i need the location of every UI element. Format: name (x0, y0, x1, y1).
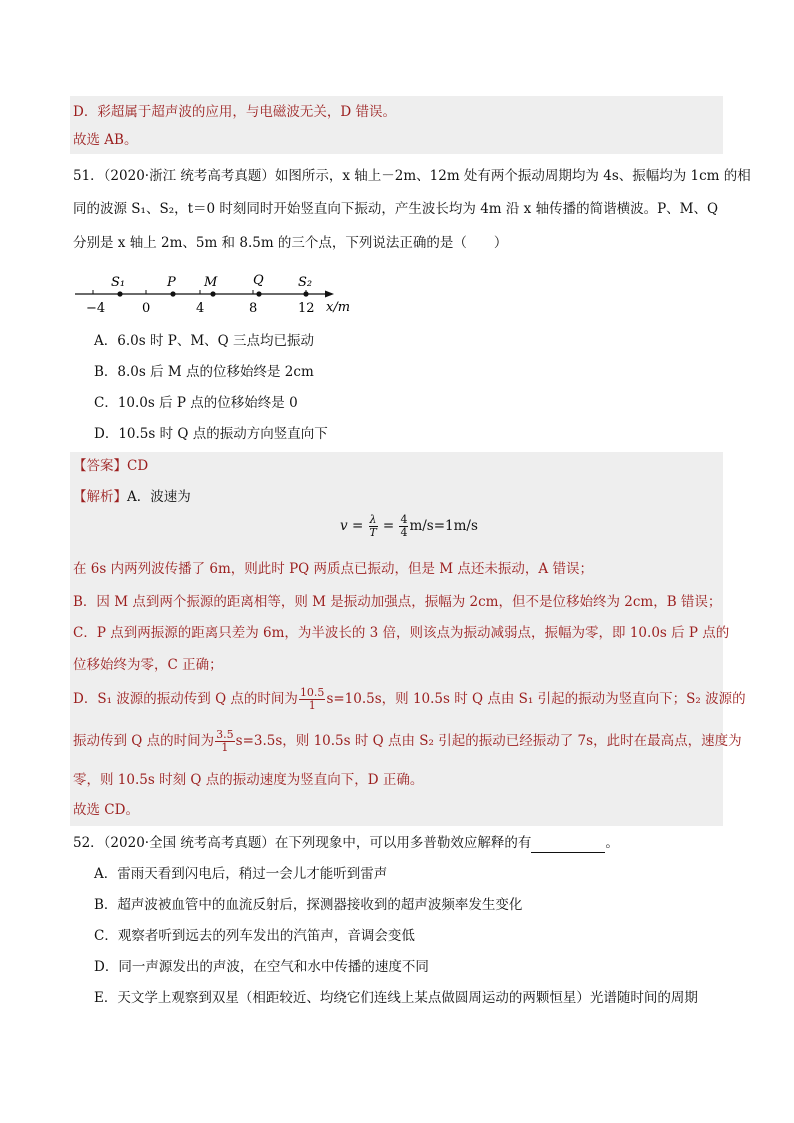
tick-label: 8 (249, 301, 258, 316)
tick-label: 12 (298, 301, 315, 316)
formula-lambda-over-t (369, 514, 378, 539)
formula-v: v (340, 518, 348, 534)
q52-option-a: A．雷雨天看到闪电后，稍过一会儿才能听到雷声 (94, 866, 388, 882)
q51-option-b: B．8.0s 后 M 点的位移始终是 2cm (94, 364, 314, 380)
q51-option-c: C．10.0s 后 P 点的位移始终是 0 (94, 395, 298, 411)
frac-den: 1 (308, 699, 316, 712)
q51-option-a: A．6.0s 时 P、M、Q 三点均已振动 (94, 333, 314, 349)
explanation-d-1-b: s=10.5s，则 10.5s 时 Q 点由 S₁ 引起的振动为竖直向下；S₂ 波源的 (326, 691, 746, 707)
analysis-head (73, 487, 191, 507)
explanation-d-2 (73, 726, 742, 756)
q51-option-d: D．10.5s 时 Q 点的振动方向竖直向下 (94, 426, 328, 442)
frac-den: 4 (400, 526, 408, 539)
number-line-figure (70, 266, 370, 318)
explanation-d-1 (73, 684, 746, 714)
explanation-c-2: 位移始终为零，C 正确； (73, 657, 223, 673)
formula-four-over-four (399, 514, 408, 539)
q52-stem (73, 833, 619, 853)
frac-num: λ (369, 513, 377, 526)
explanation-a: 在 6s 内两列波传播了 6m，则此时 PQ 两质点已振动，但是 M 点还未振动，A 错误； (73, 561, 593, 577)
answer-tag: 【答案】 (73, 458, 127, 474)
point-label-s2: S₂ (298, 275, 313, 290)
prev-option-d-explanation: D．彩超属于超声波的应用，与电磁波无关，D 错误。 (73, 104, 396, 120)
frac-num: 4 (400, 513, 408, 526)
formula-eq1: = (351, 518, 364, 534)
q52-stem-text: 52．（2020·全国 统考高考真题）在下列现象中，可以用多普勒效应解释的有 (73, 835, 532, 851)
explanation-d-1-a: D．S₁ 波源的振动传到 Q 点的时间为 (73, 691, 298, 707)
explanation-d-3: 零，则 10.5s 时刻 Q 点的振动速度为竖直向下，D 正确。 (73, 772, 424, 788)
q52-option-e: E．天文学上观察到双星（相距较近、均绕它们连线上某点做圆周运动的两颗恒星）光谱随时间的周期 (94, 990, 698, 1006)
analysis-head-text: A．波速为 (127, 489, 191, 505)
point-label-q: Q (253, 273, 264, 288)
frac-num: 10.5 (299, 686, 325, 699)
answer-line (73, 456, 148, 476)
explanation-d-2-a: 振动传到 Q 点的时间为 (73, 733, 215, 749)
formula-result: m/s=1m/s (409, 518, 478, 534)
answer-value: CD (127, 458, 149, 474)
time-fraction-2 (215, 729, 235, 754)
point-label-s1: S₁ (111, 275, 126, 290)
point-label-p: P (167, 275, 176, 290)
q51-choose-line: 故选 CD。 (73, 802, 139, 818)
q52-option-c: C．观察者听到远去的列车发出的汽笛声，音调会变低 (94, 928, 415, 944)
axis-label: x/m (326, 300, 351, 315)
frac-den: 1 (221, 741, 229, 754)
prev-choose-line: 故选 AB。 (73, 132, 138, 148)
q52-stem-end: 。 (605, 835, 619, 851)
frac-num: 3.5 (216, 728, 234, 741)
explanation-d-2-b: s=3.5s，则 10.5s 时 Q 点由 S₂ 引起的振动已经振动了 7s，此时在最高点，速度为 (235, 733, 742, 749)
answer-blank[interactable] (531, 838, 605, 853)
q51-stem-line-1: 51．（2020·浙江 统考高考真题）如图所示，x 轴上－2m、12m 处有两个振动周期均为 4s、振幅均为 1cm 的相 (73, 168, 751, 184)
explanation-c-1: C．P 点到两振源的距离只差为 6m，为半波长的 3 倍，则该点为振动减弱点，振幅为零，即 10.0s 后 P 点的 (73, 625, 730, 641)
wave-speed-formula (340, 512, 478, 540)
tick-label: 4 (196, 301, 205, 316)
point-label-m: M (204, 275, 218, 290)
frac-den: T (369, 526, 377, 539)
time-fraction-1 (299, 687, 326, 712)
q52-option-b: B．超声波被血管中的血流反射后，探测器接收到的超声波频率发生变化 (94, 897, 523, 913)
q51-stem-line-2: 同的波源 S₁、S₂，t＝0 时刻同时开始竖直向下振动，产生波长均为 4m 沿 x 轴传播的简谐横波。P、M、Q (73, 201, 719, 217)
q51-stem-line-3: 分别是 x 轴上 2m、5m 和 8.5m 的三个点，下列说法正确的是（ ） (73, 235, 508, 251)
analysis-tag: 【解析】 (73, 489, 127, 505)
formula-eq2: = (382, 518, 395, 534)
tick-label: 0 (142, 301, 151, 316)
q52-option-d: D．同一声源发出的声波，在空气和水中传播的速度不同 (94, 959, 429, 975)
tick-label: −4 (86, 301, 106, 316)
explanation-b: B．因 M 点到两个振源的距离相等，则 M 是振动加强点，振幅为 2cm，但不是位移始终为 2cm，B 错误； (73, 594, 722, 610)
